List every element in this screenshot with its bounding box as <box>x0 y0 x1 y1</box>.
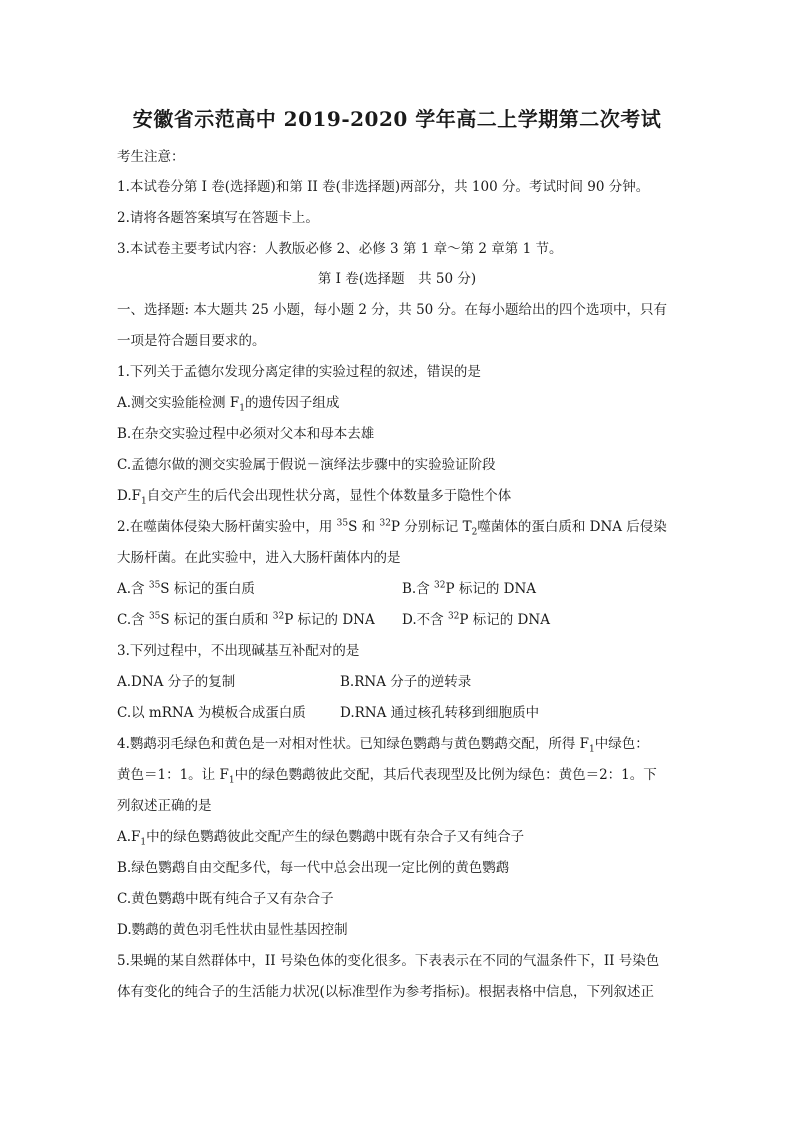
q5-stem-line1: 5.果蝇的某自然群体中，II 号染色体的变化很多。下表表示在不同的气温条件下，II 号染色 <box>117 953 660 969</box>
q1-option-a: A.测交实验能检测 $F_1$的遗传因子组成 <box>117 395 340 414</box>
q2-option-c: C.含 $^{35}$S 标记的蛋白质和 $^{32}$P 标记的 DNA <box>117 611 375 628</box>
q3-option-c: C.以 mRNA 为模板合成蛋白质 <box>117 705 306 721</box>
q4-stem-line3: 列叙述正确的是 <box>117 798 212 814</box>
notice-item-3: 3.本试卷主要考试内容：人教版必修 2、必修 3 第 1 章～第 2 章第 1 节。 <box>117 241 563 257</box>
q3-stem: 3.下列过程中，不出现碱基互补配对的是 <box>117 643 360 659</box>
page-title: 安徽省示范高中 2019-2020 学年高二上学期第二次考试 <box>132 107 662 131</box>
q1-option-b: B.在杂交实验过程中必须对父本和母本去雄 <box>117 426 375 442</box>
q4-option-d: D.鹦鹉的黄色羽毛性状由显性基因控制 <box>117 922 348 938</box>
q2-stem-line1: 2.在噬菌体侵染大肠杆菌实验中，用 $^{35}$S 和 $^{32}$P 分别标记 $T_2$噬菌体的蛋白质和 DNA 后侵染 <box>117 518 667 538</box>
q4-stem-line2: 黄色＝1：1。让 $F_1$中的绿色鹦鹉彼此交配，其后代表现型及比例为绿色：黄色＝2：1。下 <box>117 767 657 786</box>
q3-option-b: B.RNA 分子的逆转录 <box>340 674 472 690</box>
q3-option-d: D.RNA 通过核孔转移到细胞质中 <box>340 705 540 721</box>
q2-option-a: A.含 $^{35}$S 标记的蛋白质 <box>117 580 255 597</box>
q2-option-d: D.不含 $^{32}$P 标记的 DNA <box>402 611 550 628</box>
q2-option-b: B.含 $^{32}$P 标记的 DNA <box>402 580 537 597</box>
q3-option-a: A.DNA 分子的复制 <box>117 674 236 690</box>
section-instructions-line2: 一项是符合题目要求的。 <box>117 333 266 349</box>
notice-item-2: 2.请将各题答案填写在答题卡上。 <box>117 210 319 226</box>
q4-stem-line1: 4.鹦鹉羽毛绿色和黄色是一对相对性状。已知绿色鹦鹉与黄色鹦鹉交配，所得 $F_1$中绿色： <box>117 736 649 755</box>
q4-option-c: C.黄色鹦鹉中既有纯合子又有杂合子 <box>117 891 334 907</box>
q4-option-b: B.绿色鹦鹉自由交配多代，每一代中总会出现一定比例的黄色鹦鹉 <box>117 860 510 876</box>
notice-item-1: 1.本试卷分第 I 卷(选择题)和第 II 卷(非选择题)两部分，共 100 分。考试时间 90 分钟。 <box>117 179 650 195</box>
q1-option-c: C.孟德尔做的测交实验属于假说－演绎法步骤中的实验验证阶段 <box>117 457 496 473</box>
section-title: 第 I 卷(选择题 共 50 分) <box>317 271 477 287</box>
q2-stem-line2: 大肠杆菌。在此实验中，进入大肠杆菌体内的是 <box>117 550 401 566</box>
section-instructions-line1: 一、选择题: 本大题共 25 小题，每小题 2 分，共 50 分。在每小题给出的四个选项中，只有 <box>117 302 668 318</box>
q1-option-d: $D.F_1$自交产生的后代会出现性状分离，显性个体数量多于隐性个体 <box>117 488 512 507</box>
q4-option-a: $A.F_1$中的绿色鹦鹉彼此交配产生的绿色鹦鹉中既有杂合子又有纯合子 <box>117 829 525 848</box>
notice-heading: 考生注意： <box>117 149 185 165</box>
q1-stem: 1.下列关于孟德尔发现分离定律的实验过程的叙述，错误的是 <box>117 364 481 380</box>
q5-stem-line2: 体有变化的纯合子的生活能力状况(以标准型作为参考指标)。根据表格中信息，下列叙述正 <box>117 984 655 1000</box>
